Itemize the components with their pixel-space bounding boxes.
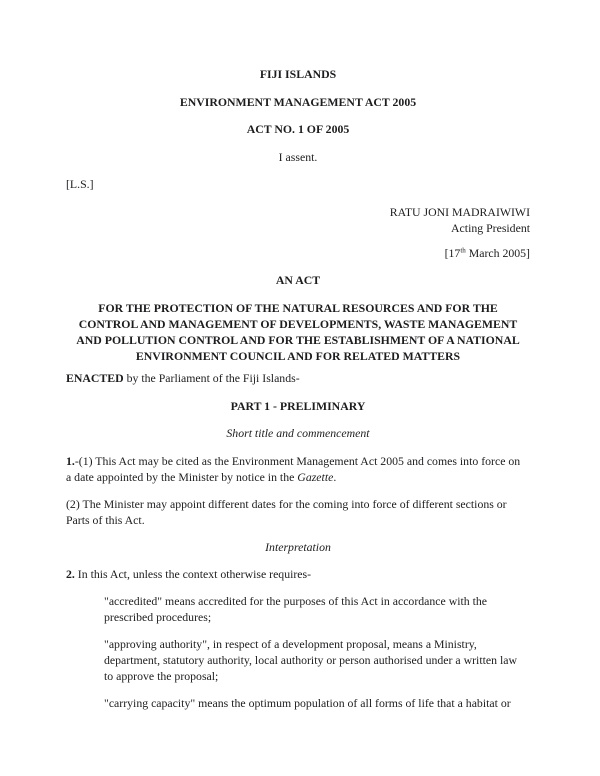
president-name: RATU JONI MADRAIWIWI xyxy=(389,204,530,219)
act-number-heading: ACT NO. 1 OF 2005 xyxy=(246,122,350,136)
definition-line: "carrying capacity" means the optimum population of all forms of life that a habitat or xyxy=(104,695,511,710)
definition-line: prescribed procedures; xyxy=(104,609,212,624)
assent-date-open: [17 xyxy=(444,245,461,260)
seal-mark: [L.S.] xyxy=(66,177,94,191)
an-act-heading: AN ACT xyxy=(275,273,321,287)
long-title-line: ENVIRONMENT COUNCIL AND FOR RELATED MATTERS xyxy=(135,348,461,363)
country-heading: FIJI ISLANDS xyxy=(259,67,337,81)
enacting-clause-keyword: ENACTED xyxy=(66,371,124,385)
paragraph-line xyxy=(66,469,530,485)
section-2-title: Interpretation xyxy=(265,539,331,554)
assent-date-ordinal: th xyxy=(460,246,466,254)
assent-date xyxy=(66,245,530,261)
assent-line: I assent. xyxy=(278,149,318,164)
definition-approving-authority xyxy=(104,636,530,684)
paragraph-text: In this Act, unless the context otherwise requires- xyxy=(74,566,312,581)
paragraph-line: (2) The Minister may appoint different dates for the coming into force of different sections or xyxy=(66,496,507,511)
section-number: 2. xyxy=(66,566,75,581)
long-title-line: CONTROL AND MANAGEMENT OF DEVELOPMENTS, WASTE MANAGEMENT xyxy=(78,316,518,331)
definition-line: to approve the proposal; xyxy=(104,668,219,683)
definition-accredited xyxy=(104,593,530,625)
section-1-title: Short title and commencement xyxy=(226,426,370,440)
section-1-subsection-1 xyxy=(66,453,530,485)
paragraph-text: a date appointed by the Minister by notice in the xyxy=(66,469,298,484)
president-title: Acting President xyxy=(451,220,530,235)
section-1-subsection-2 xyxy=(66,496,530,528)
long-title xyxy=(66,300,530,364)
paragraph-text: . xyxy=(333,469,337,484)
gazette-italic: Gazette xyxy=(297,469,334,484)
section-number: 1. xyxy=(66,453,75,468)
definition-line: department, statutory authority, local authority or person authorised under a written law xyxy=(104,652,517,667)
paragraph-line xyxy=(66,453,530,469)
definition-carrying-capacity xyxy=(104,695,530,711)
long-title-line: FOR THE PROTECTION OF THE NATURAL RESOURCES AND FOR THE xyxy=(98,300,498,315)
long-title-line: AND POLLUTION CONTROL AND FOR THE ESTABLISHMENT OF A NATIONAL xyxy=(76,332,520,347)
president-block xyxy=(66,204,530,236)
enacting-clause-text: by the Parliament of the Fiji Islands- xyxy=(123,371,300,385)
definition-line: "accredited" means accredited for the purposes of this Act in accordance with the xyxy=(104,593,488,608)
enacting-clause xyxy=(66,370,530,386)
paragraph-text: -(1) This Act may be cited as the Environment Management Act 2005 and comes into force on xyxy=(74,453,521,468)
act-title-heading: ENVIRONMENT MANAGEMENT ACT 2005 xyxy=(179,94,417,109)
definition-line: "approving authority", in respect of a development proposal, means a Ministry, xyxy=(104,636,477,651)
paragraph-line: Parts of this Act. xyxy=(66,512,145,527)
section-2-intro xyxy=(66,566,530,582)
part-1-heading: PART 1 - PRELIMINARY xyxy=(230,398,366,413)
assent-date-rest: March 2005] xyxy=(465,245,530,260)
